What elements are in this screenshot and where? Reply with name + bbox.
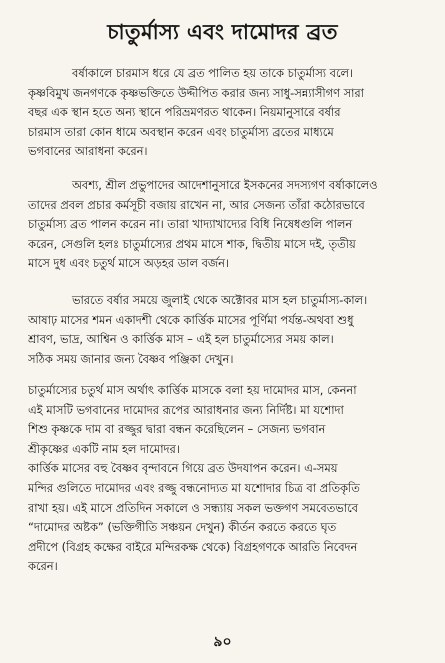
text-line: মাসে দুধ এবং চতুর্থ মাসে অড়হর ডাল বর্জন। [28, 256, 229, 271]
text-line: বর্ষাকালে চারমাস ধরে যে ব্রত পালিত হয় তাকে চাতুর্মাস্য বলে। [72, 66, 354, 80]
text-line: রাখা হয়। এই মাসে প্রতিদিন সকালে ও সন্ধ্যায় সকল ভক্তগণ সমবেতভাবে [28, 500, 359, 515]
text-line: শিশু কৃষ্ণকে দাম বা রজ্জুর দ্বারা বন্ধন করেছিলেন – সেজন্য ভগবান [28, 422, 326, 437]
paragraph-damodar-month [28, 381, 424, 577]
text-line: বছর এক স্থান হতে অন্য স্থানে পরিভ্রমণরত থাকেন। নিয়মানুসারে বর্ষার [28, 105, 341, 120]
text-line: তাদের প্রবল প্রচার কর্মসূচী বজায় রাখেন না, আর সেজন্য তাঁরা কঠোরভাবে [28, 197, 365, 212]
text-line: চাতুর্মাস্য ব্রত পালন করেন না। তারা খাদ্যাখাদ্যের বিধি নিষেধগুলি পালন [28, 217, 353, 232]
text-line: ভারতে বর্ষার সময়ে জুলাই থেকে অক্টোবর মাস হল চাতুর্মাস্য-কাল। [72, 293, 368, 307]
text-line: শ্রাবণ, ভাদ্র, আশ্বিন ও কার্ত্তিক মাস – এই হল চাতুর্মাস্যের সময় কাল। [28, 332, 334, 347]
text-line: আষাঢ় মাসের শমন একাদশী থেকে কার্ত্তিক মাসের পূর্ণিমা পর্যন্ত-অথবা শুধু [28, 312, 354, 327]
paragraph-iskcon-practice [28, 176, 424, 274]
text-line: ভগবানের আরাধনা করেন। [28, 144, 148, 159]
page-number: ৯০ [213, 634, 232, 650]
paragraph-chaturmasya-intro [28, 64, 424, 162]
text-line: চারমাস তারা কোন ধামে অবস্থান করেন এবং চাতুর্মাস্য ব্রতের মাধ্যমে [28, 124, 334, 139]
text-line: কার্ত্তিক মাসের বহু বৈষ্ণব বৃন্দাবনে গিয়ে ব্রত উদযাপন করেন। এ-সময় [28, 461, 338, 476]
text-line: “দামোদর অষ্টক” (ভক্তিগীতি সঞ্চয়ন দেখুন) কীর্তন করতে করতে ঘৃত [28, 520, 337, 535]
page-title: চাতুর্মাস্য এবং দামোদর ব্রত [107, 20, 338, 44]
text-line: প্রদীপে (বিগ্রহ কক্ষের বাইরে মন্দিরকক্ষ থেকে) বিগ্রহগণকে আরতি নিবেদন [28, 539, 358, 554]
text-line: করেন। [28, 559, 58, 574]
paragraph-chaturmasya-period [28, 291, 424, 369]
text-line: শ্রীকৃষ্ণের একটি নাম হল দামোদর। [28, 441, 180, 456]
text-line: কৃষ্ণবিমুখ জনগণকে কৃষ্ণভক্তিতে উদ্দীপিত করার জন্য সাধু-সন্ন্যাসীগণ সারা [28, 85, 364, 100]
text-line: মন্দির গুলিতে দামোদর এবং রজ্জু বন্ধনোদ্যত মা যশোদার চিত্র বা প্রতিকৃতি [28, 480, 360, 495]
text-line: সঠিক সময় জানার জন্য বৈষ্ণব পঞ্জিকা দেখুন। [28, 351, 234, 366]
text-line: অবশ্য, শ্রীল প্রভুপাদের আদেশানুসারে ইসকনের সদস্যগণ বর্ষাকালেও [72, 178, 378, 192]
text-line: এই মাসটি ভগবানের দামোদর রূপের আরাধনার জন্য নির্দিষ্ট। মা যশোদা [28, 402, 344, 417]
text-line: চাতুর্মাস্যের চতুর্থ মাস অর্থাৎ কার্ত্তিক মাসকে বলা হয় দামোদর মাস, কেননা [28, 383, 357, 397]
text-line: করেন, সেগুলি হলঃ চাতুর্মাস্যের প্রথম মাসে শাক, দ্বিতীয় মাসে দই, তৃতীয় [28, 236, 356, 251]
